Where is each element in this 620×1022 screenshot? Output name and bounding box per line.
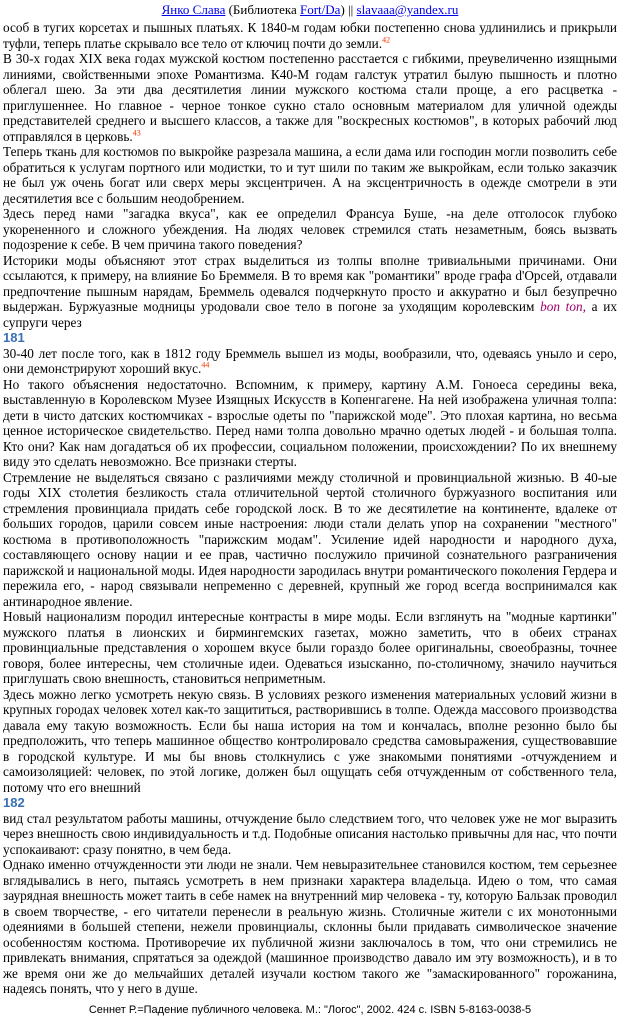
paragraph	[3, 51, 617, 144]
paragraph: Здесь можно легко усмотреть некую связь. В условиях резкого изменения материальных условий жизни в крупных городах человек хотел как-то защититься, растворившись в толпе. Одежда массового производства давала ему такую возможность. Если бы наша история на том и кончалась, вполне резонно было бы предположить, что теперь машинное общество контролировало средства самовыражения, существовавшие в городской культуре. И мы бы вновь столкнулись с уже знакомыми понятиями -отчуждением и самоизоляцией: человек, по этой логике, должен был ощущать себя отчужденным от собственного тела, потому что его внешний	[3, 686, 617, 795]
paragraph: Здесь перед нами "загадка вкуса", как ее определил Франсуа Буше, -на деле отголосок глубоко укорененного и сложного убеждения. На людях человек стремился стать незаметным, боясь вызвать подозрение к себе. В чем причина такого поведения?	[3, 206, 617, 252]
paragraph-text: а их супруги через	[3, 299, 618, 330]
paragraph: вид стал результатом работы машины, отчуждение было следствием того, что человек уже не мог выразить через внешность свою индивидуальность и т.д. Подобные описания настолько привычны для нас, что почти успокаивают: сразу понятно, в чем беда.	[3, 810, 617, 857]
author-link[interactable]: Янко Слава	[161, 2, 226, 17]
footnote-ref[interactable]: 42	[382, 35, 391, 45]
paragraph	[3, 346, 617, 377]
paragraph: Но такого объяснения недостаточно. Вспомним, к примеру, картину А.М. Гоноеса середины века, выставленную в Королевском Музее Изящных Искусств в Копенгагене. На ней изображена уличная толпа: дети в чисто датских костюмчиках - взрослые одеты по "парижской моде". Это плохая картина, но весьма ценное историческое свидетельство. Перед нами толпа довольно мрачно одетых людей - и большая толпа. Кто они? Как нам догадаться об их профессии, социальном положении, происхождении? По их внешнему виду это сделать невозможно. Все признаки стерты.	[3, 376, 617, 469]
paragraph	[3, 253, 617, 331]
document-body	[3, 20, 617, 997]
foreign-term: bon ton,	[540, 299, 586, 314]
paragraph-text: Историки моды объясняют этот страх выделиться из толпы вполне тривиальными причинами. Они ссылаются, к примеру, на влияние Бо Бреммеля. В то время как "романтики" вроде графа d'Орсей, отдавали предпочтение пышным нарядам, Бреммель одевался подчеркнуто просто и аккуратно и был безупречно выдержан. Буржуазные модницы уродовали свое тело в погоне за уходящим королевским	[3, 252, 617, 314]
paragraph-text: 30-40 лет после того, как в 1812 году Бреммель вышел из моды, вообразили, что, одеваясь уныло и серо, они демонстрируют хороший вкус.	[3, 345, 617, 376]
paragraph-text: особ в тугих корсетах и пышных платьях. К 1840-м годам юбки постепенно снова удлинились и прикрыли туфли, теперь платье скрывало все тело от ключиц почти до земли.	[3, 20, 617, 51]
paragraph: Теперь ткань для костюмов по выкройке разрезала машина, а если дама или господин могли позволить себе обратиться к услугам портного или модистки, то и тут шили по таким же выкройкам, если только заказчик не был уж очень богат или сверх меры эксцентричен. А на эксцентричность в одежде смотрели в эти десятилетия все с большим неодобрением.	[3, 144, 617, 206]
page-header	[0, 2, 620, 18]
header-separator: ||	[344, 2, 357, 17]
paragraph	[3, 20, 617, 51]
library-label-close: )	[340, 2, 345, 17]
library-link[interactable]: Fort/Da	[300, 2, 341, 17]
email-link[interactable]: slavaaa@yandex.ru	[356, 2, 459, 17]
footnote-ref[interactable]: 44	[201, 360, 210, 370]
paragraph: Новый национализм породил интересные контрасты в мире моды. Если взглянуть на "модные картинки" мужского платья в лионских и бирмингемских газетах, можно заметить, что в обеих странах провинциальные представления о хорошем вкусе были гораздо более оригинальны, своеобразны, точнее говоря, более интересны, чем столичные идеи. Одеваться изысканно, по-столичному, значило научиться приглушать свою внешность, становиться неприметным.	[3, 609, 617, 686]
page-number-marker: 182	[3, 795, 25, 810]
citation-footer: Сеннет Р.=Падение публичного человека. М.: "Логос", 2002. 424 с. ISBN 5-8163-0038-5	[88, 1004, 532, 1016]
paragraph: Однако именно отчужденности эти люди не знали. Чем невыразительнее становился костюм, тем серьезнее вглядывались в него, пытаясь усмотреть в нем признаки характера владельца. Идею о том, что самая заурядная внешность может таить в себе намек на внутренний мир человека - ту, которую Бальзак проводил в своем творчестве, - его читатели перенесли в реальную жизнь. Столичные жители с их монотонными одеяниями в большей степени, нежели провинциалы, склонны были придавать символическое значение особенностям костюма. Противоречие их публичной жизни заключалось в том, что они стремились не привлекать внимания, спрятаться за одеждой (машинное производство давало им эту возможность), и в то же время они же до мельчайших деталей изучали костюм такого же "замаскированного" горожанина, надеясь понять, что у него в душе.	[3, 857, 617, 996]
footnote-ref[interactable]: 43	[132, 128, 141, 138]
page-number-marker: 181	[3, 330, 25, 345]
library-label-open: (Библиотека	[225, 2, 300, 17]
paragraph-text: В 30-х годах XIX века годах мужской костюм постепенно расстается с гибкими, преувеличенно изящными линиями, свойственными эпохе Романтизма. К40-М годам галстук утратил былую пышность и плотно облегал шею. За эти два десятилетия линии мужского костюма стали проще, а его расцветка - приглушеннее. Но главное - черное тонкое сукно стало основным материалом для уличной одежды представителей среднего и высшего классов, а также для "воскресных костюмов", в которых рабочий люд отправлялся в церковь.	[3, 51, 617, 144]
paragraph: Стремление не выделяться связано с различиями между столичной и провинциальной жизнью. В 40-ые годы XIX столетия безликость стала отличительной чертой столичного буржуазного воспитания или стремления провинциала придать себе городской лоск. В то же десятилетие на континенте, вдалеке от больших городов, царили совсем иные настроения: люди стали делать упор на сохранении "местного" костюма в противоположность "парижским модам". Усиление идей народности и народного духа, составляющего основу нации и ее прав, частично послужило причиной сознательного разграничения парижской и национальной моды. Идея народности зародилась внутри романтического поколения Гердера и пережила его, - народ связывали непременно с деревней, крупный же город всегда воспринимался как антинародное явление.	[3, 469, 617, 609]
